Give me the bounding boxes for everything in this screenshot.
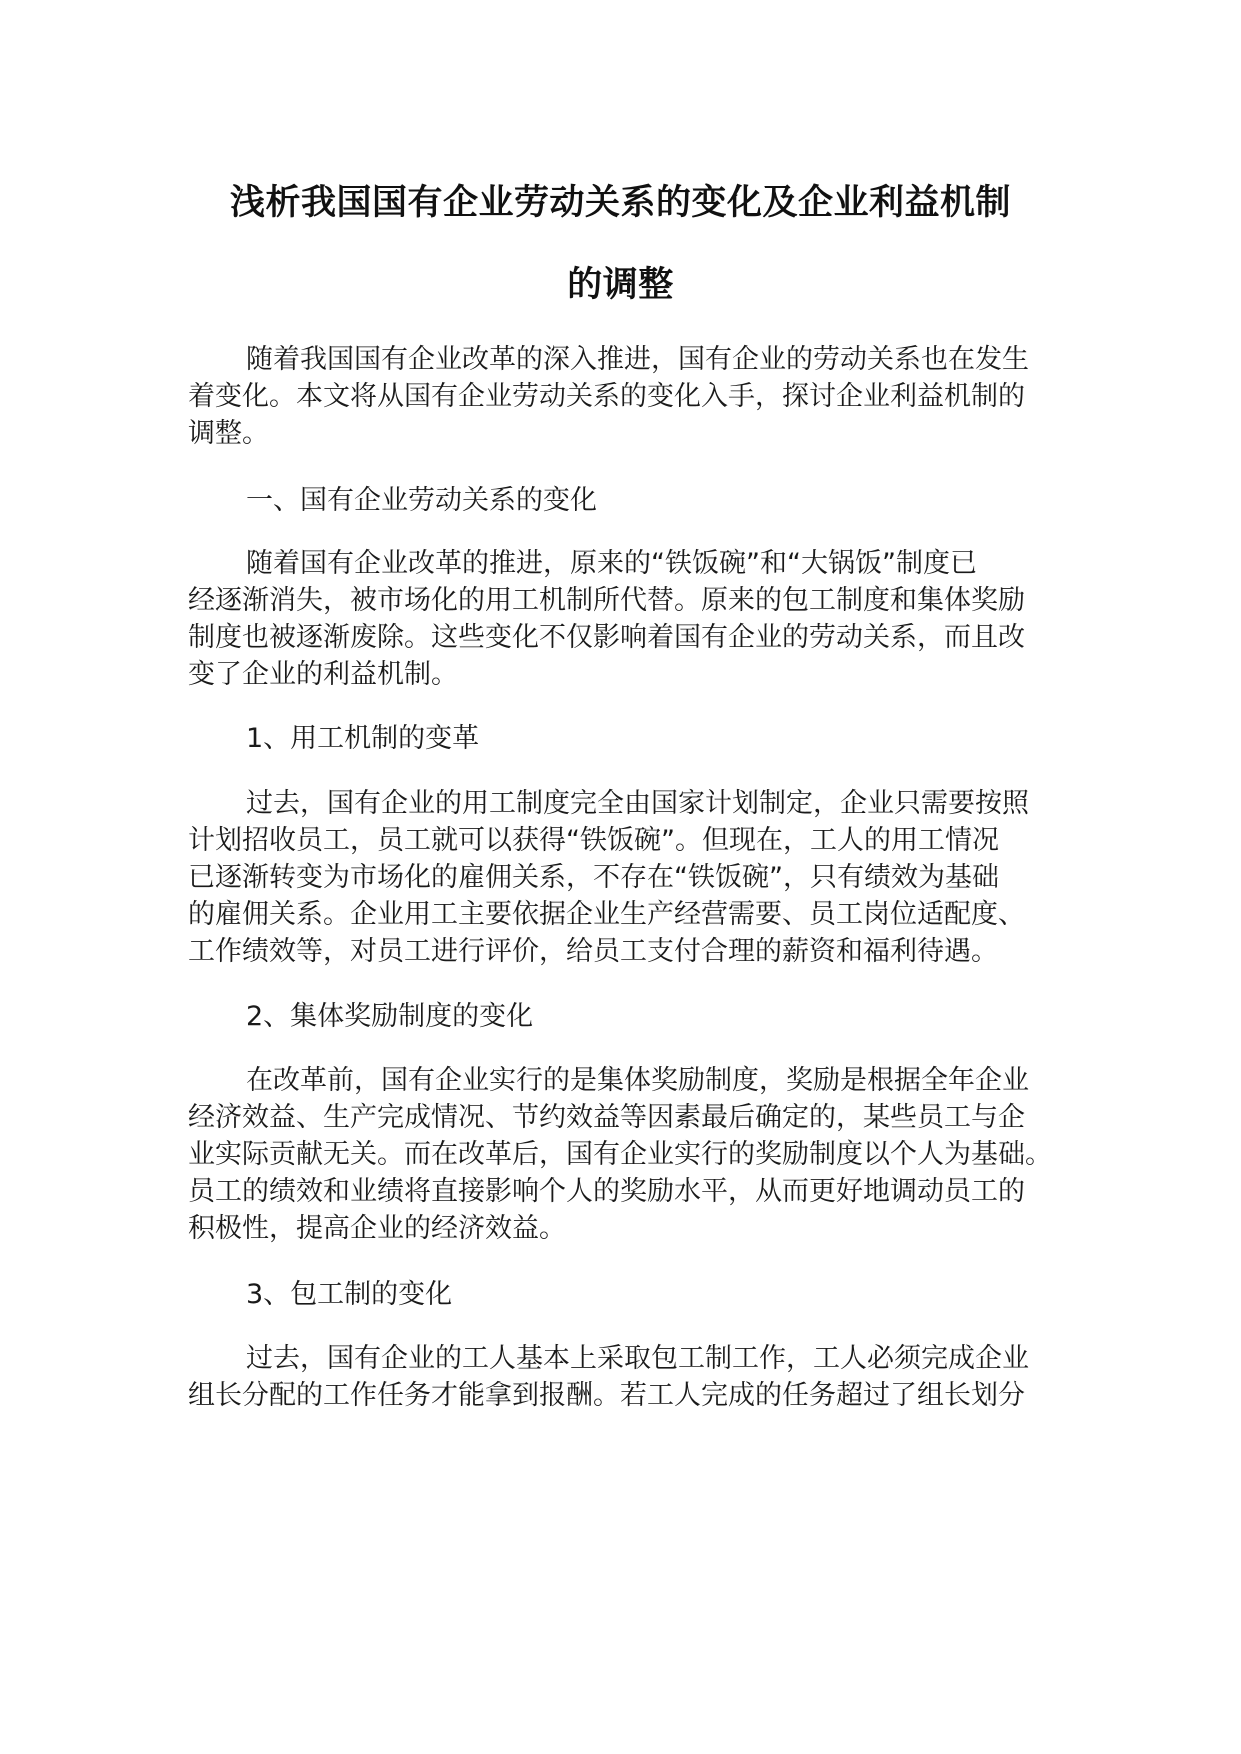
section1-paragraph-line-4: 变了企业的利益机制。 xyxy=(188,659,458,690)
document-title-line-1: 浅析我国国有企业劳动关系的变化及企业利益机制 xyxy=(229,183,1011,223)
subsection1-paragraph-line-4: 的雇佣关系。企业用工主要依据企业生产经营需要、员工岗位适配度、 xyxy=(188,899,1025,930)
subsection-heading-1: 1、用工机制的变革 xyxy=(246,723,480,754)
subsection1-paragraph-line-3: 已逐渐转变为市场化的雇佣关系，不存在“铁饭碗”，只有绩效为基础 xyxy=(188,862,999,893)
subsection3-paragraph-line-2: 组长分配的工作任务才能拿到报酬。若工人完成的任务超过了组长划分 xyxy=(188,1380,1025,1411)
subsection-heading-3: 3、包工制的变化 xyxy=(246,1279,453,1310)
section1-paragraph-line-3: 制度也被逐渐废除。这些变化不仅影响着国有企业的劳动关系，而且改 xyxy=(188,622,1025,653)
subsection1-paragraph-line-1: 过去，国有企业的用工制度完全由国家计划制定，企业只需要按照 xyxy=(246,788,1029,819)
subsection2-paragraph-line-1: 在改革前，国有企业实行的是集体奖励制度，奖励是根据全年企业 xyxy=(246,1065,1029,1096)
section1-paragraph-line-1: 随着国有企业改革的推进，原来的“铁饭碗”和“大锅饭”制度已 xyxy=(246,548,977,579)
subsection2-paragraph-line-2: 经济效益、生产完成情况、节约效益等因素最后确定的，某些员工与企 xyxy=(188,1102,1025,1133)
subsection3-paragraph-line-1: 过去，国有企业的工人基本上采取包工制工作，工人必须完成企业 xyxy=(246,1343,1029,1374)
subsection1-paragraph-line-5: 工作绩效等，对员工进行评价，给员工支付合理的薪资和福利待遇。 xyxy=(188,936,998,967)
section1-paragraph-line-2: 经逐渐消失，被市场化的用工机制所代替。原来的包工制度和集体奖励 xyxy=(188,585,1025,616)
intro-paragraph-line-3: 调整。 xyxy=(188,418,269,449)
intro-paragraph-line-2: 着变化。本文将从国有企业劳动关系的变化入手，探讨企业利益机制的 xyxy=(188,381,1025,412)
subsection2-paragraph-line-3: 业实际贡献无关。而在改革后，国有企业实行的奖励制度以个人为基础。 xyxy=(188,1139,1052,1170)
intro-paragraph-line-1: 随着我国国有企业改革的深入推进，国有企业的劳动关系也在发生 xyxy=(246,344,1029,375)
subsection1-paragraph-line-2: 计划招收员工，员工就可以获得“铁饭碗”。但现在，工人的用工情况 xyxy=(188,825,999,856)
subsection-heading-2: 2、集体奖励制度的变化 xyxy=(246,1001,534,1032)
section-heading-1: 一、国有企业劳动关系的变化 xyxy=(246,485,597,516)
subsection2-paragraph-line-4: 员工的绩效和业绩将直接影响个人的奖励水平，从而更好地调动员工的 xyxy=(188,1176,1025,1207)
subsection2-paragraph-line-5: 积极性，提高企业的经济效益。 xyxy=(188,1213,566,1244)
document-title-line-2: 的调整 xyxy=(567,265,674,305)
